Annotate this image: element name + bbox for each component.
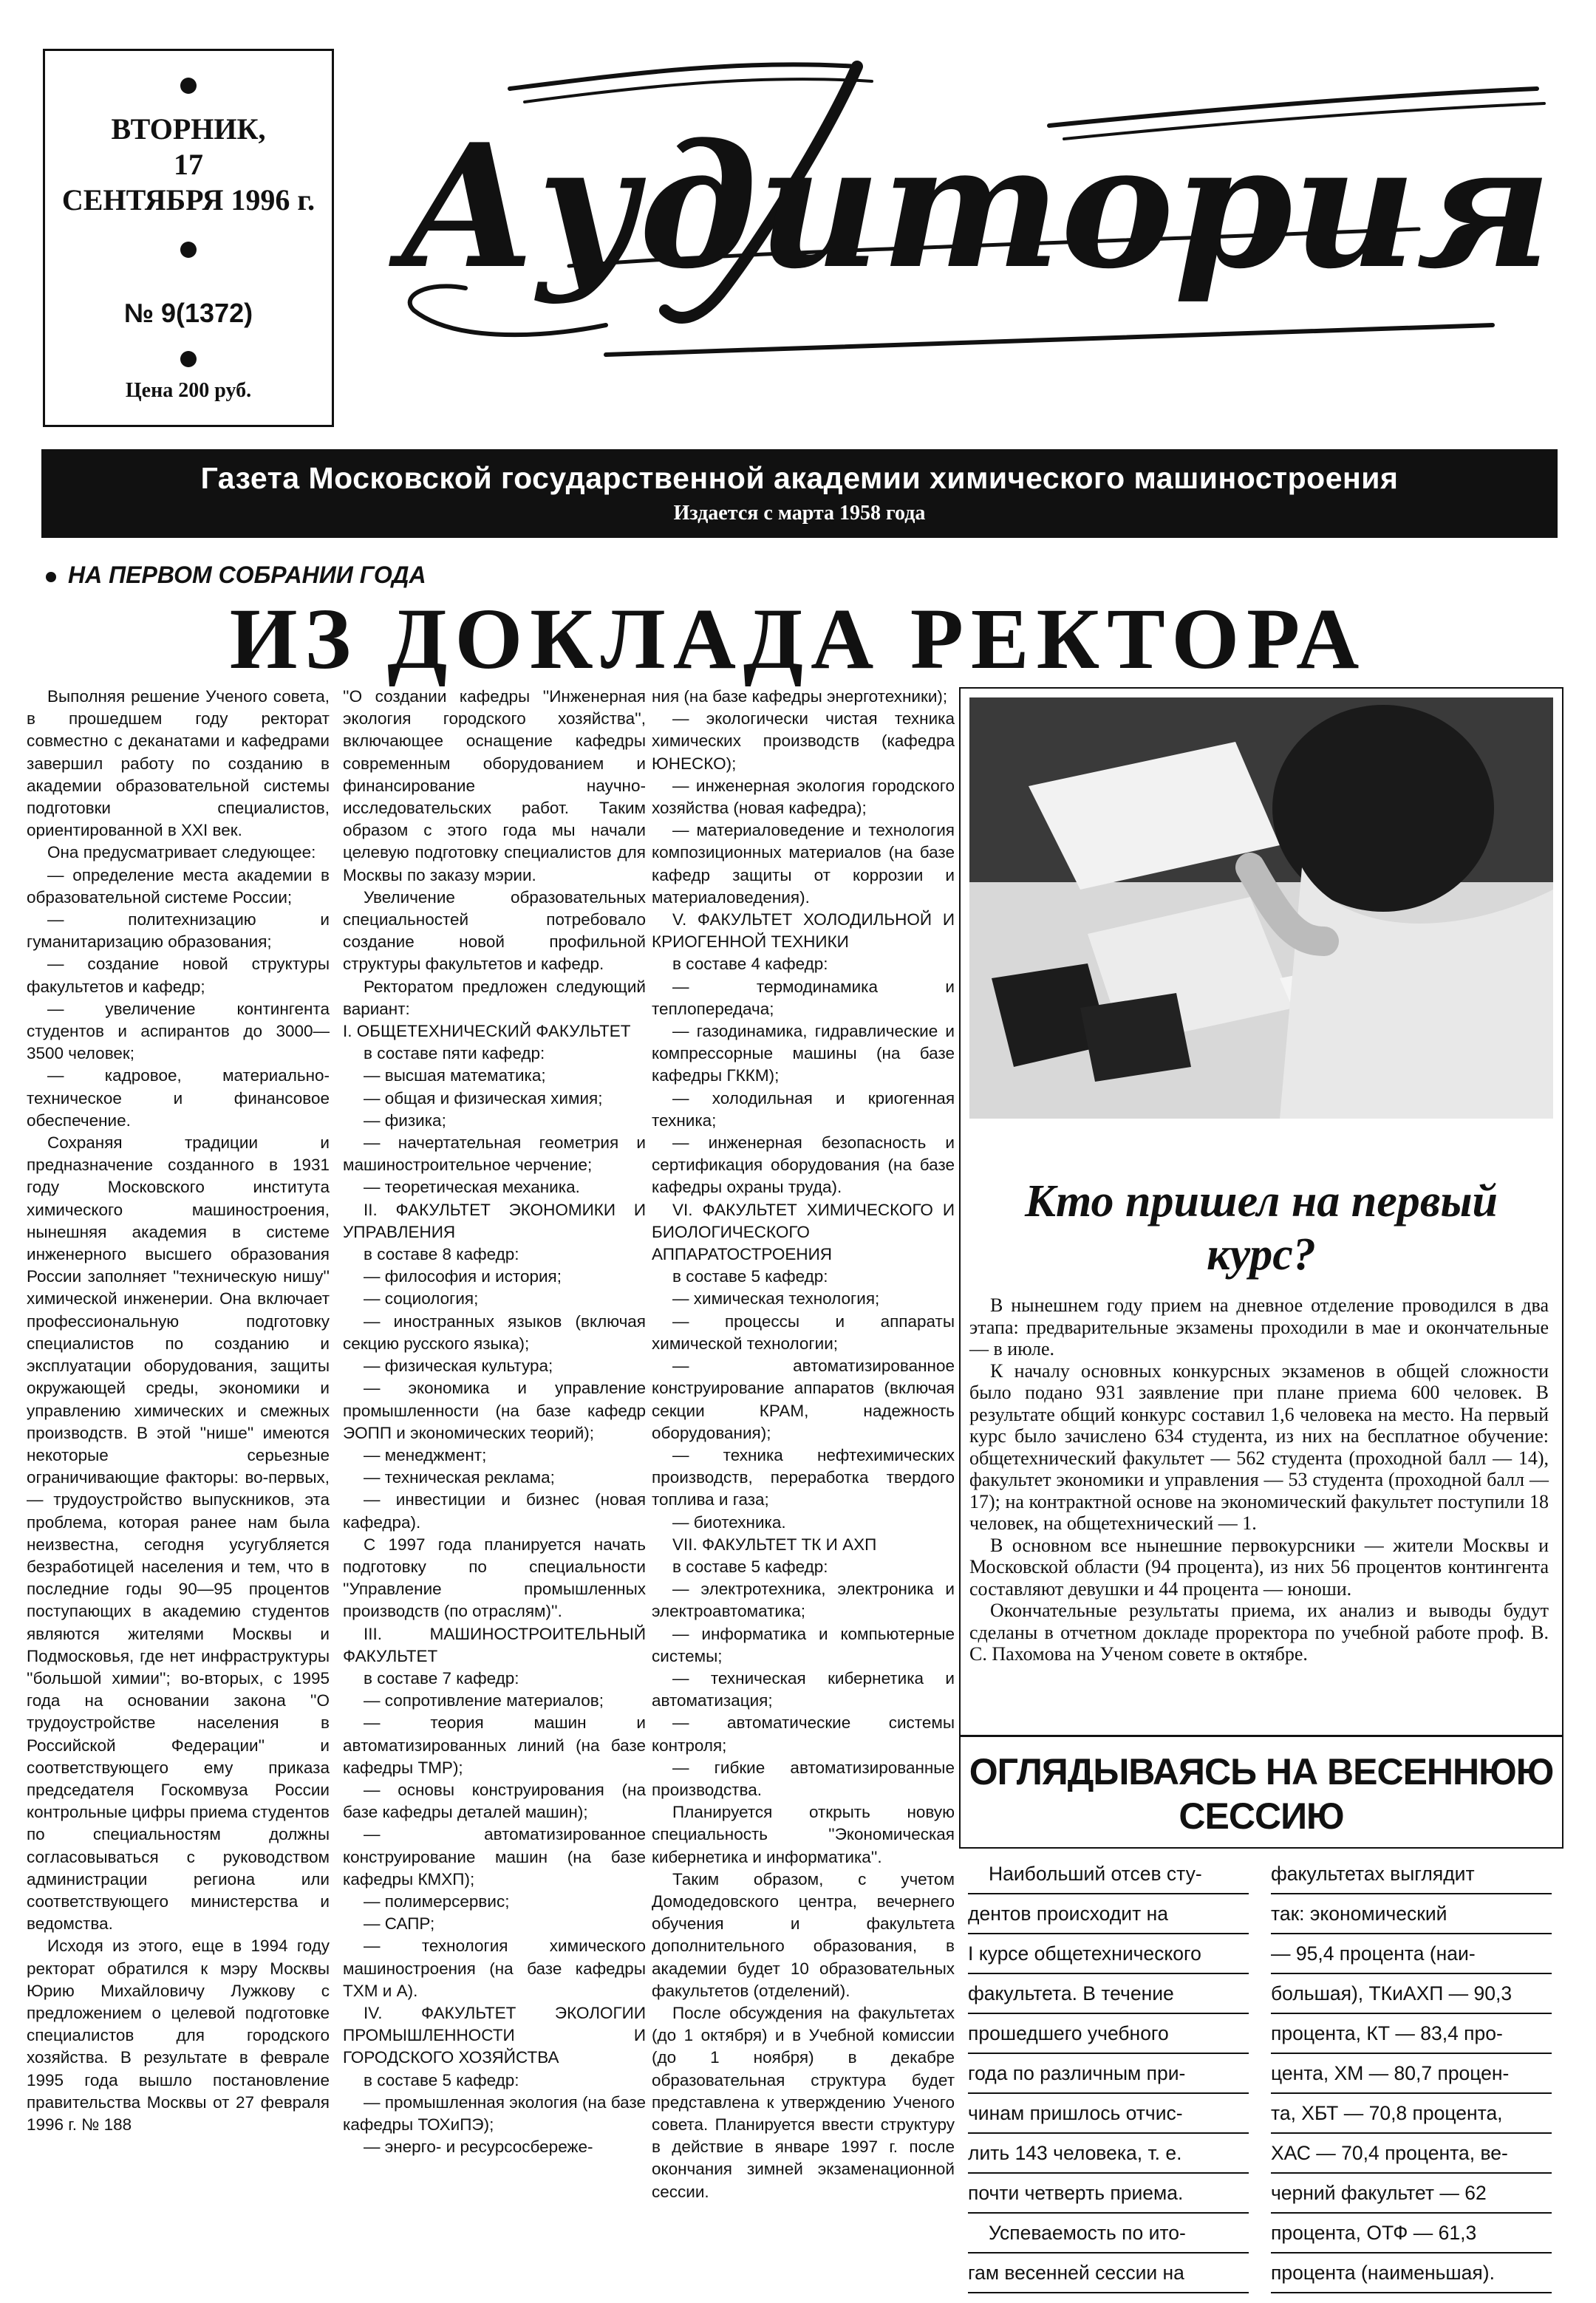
paragraph: К началу основных конкурсных экзаменов в общей сложности было подано 931 заявление при плане приема 600 человек. В результате общий конкурс составил 1,6 человека на место. На первый курс было зачислено 634 студента, из них на бесплатное обучение: общетехнический факультет — 562 студента (проходной балл — 14), факультет экономики и управления — 53 студента (проходной балл — 17); на контрактной основе на экономический факультет поступили 18 человек, на общетехнический — 1. [969, 1359, 1549, 1534]
list-item: — биотехника. [672, 1512, 786, 1532]
list-item: — автоматизированное конструирование аппаратов (включая секции КРАМ, надежность оборудования); [652, 1357, 955, 1442]
list-item: — автоматизированное конструирование машин (на базе кафедры КМХП); [343, 1825, 646, 1889]
faculty-heading: IV. ФАКУЛЬТЕТ ЭКОЛОГИИ ПРОМЫШЛЕННОСТИ И ГОРОДСКОГО ХОЗЯЙСТВА [343, 2003, 646, 2067]
paragraph: Она предусматривает следующее: [47, 843, 316, 862]
list-item: — энерго- и ресурсосбереже- [364, 2137, 593, 2157]
list-item: — инженерная безопасность и сертификация оборудования (на базе кафедры охраны труда). [652, 1133, 955, 1197]
list-caption: в составе 5 кафедр: [672, 1267, 828, 1286]
paragraph: В основном все нынешние первокурсники — жители Москвы и Московской области (94 процента), из них 56 процентов контингента составляют девушки и 44 процента — юноши. [969, 1534, 1549, 1600]
list-caption: в составе пяти кафедр: [364, 1044, 545, 1063]
list-item: — философия и история; [364, 1267, 562, 1286]
article-column-3 [652, 686, 955, 2203]
faculty-heading: III. МАШИНОСТРОИТЕЛЬНЫЙ ФАКУЛЬТЕТ [343, 1624, 646, 1665]
list-item: — экономика и управление промышленности (на базе кафедр ЭОПП и экономических теорий); [343, 1379, 646, 1442]
list-item: — химическая технология; [672, 1289, 880, 1309]
section-divider [959, 1735, 1563, 1737]
main-headline: ИЗ ДОКЛАДА РЕКТОРА [229, 590, 1367, 687]
text-line: дентов происходит на [968, 1894, 1249, 1934]
bullet-icon [46, 572, 56, 582]
list-item: — промышленная экология (на базе кафедры ТОХиПЭ); [343, 2092, 646, 2134]
list-item: — физическая культура; [364, 1357, 553, 1376]
list-item: — инвестиции и бизнес (новая кафедра). [343, 1490, 646, 1532]
list-item: — сопротивление материалов; [364, 1691, 604, 1710]
text-line: процента, КТ — 83,4 про- [1271, 2014, 1552, 2054]
ogl-title: ОГЛЯДЫВАЯСЬ НА ВЕСЕННЮЮ СЕССИЮ [969, 1751, 1554, 1837]
list-item: — инженерная экология городского хозяйства (новая кафедра); [652, 776, 955, 818]
list-item: — холодильная и криогенная техника; [652, 1088, 955, 1130]
newspaper-banner [41, 449, 1558, 538]
list-item: — определение места академии в образовательной системе России; [27, 865, 330, 907]
faculty-heading: II. ФАКУЛЬТЕТ ЭКОНОМИКИ И УПРАВЛЕНИЯ [343, 1200, 646, 1241]
list-item: — техника нефтехимических производств, переработка твердого топлива и газа; [652, 1445, 955, 1509]
banner-title: Газета Московской государственной академии химического машиностроения [200, 461, 1399, 495]
student-photo [969, 697, 1553, 1119]
masthead-date-box [43, 49, 334, 427]
issue-price: Цена 200 руб. [125, 379, 252, 402]
text-line: процента, ОТФ — 61,3 [1271, 2214, 1552, 2253]
list-item: — политехнизацию и гуманитаризацию образования; [27, 910, 330, 952]
text-line: черний факультет — 62 [1271, 2174, 1552, 2214]
kto-body [969, 1294, 1549, 1665]
list-caption: в составе 8 кафедр: [364, 1245, 519, 1264]
paragraph: Сохраняя традиции и предназначение созданного в 1931 году Московского института химического машиностроения, нынешняя академия в системе инженерного высшего образования России заполняет ''техническую нишу'' химической инженерии. Она включает профессиональную подготовку специалистов по созданию и эксплуатации оборудования, защиты окружающей среды, экономики и управлению химических и смежных производств. В этой ''нише'' имеются некоторые серьезные ограничивающие факторы: во-первых, — трудоустройство выпускников, эта проблема, которая ранее нам была неизвестна, сегодня усугубляется безработицей населения и тем, что в последние годы 90—95 процентов поступающих в академию студентов являются жителями Москвы и Подмосковья, где нет инфраструктуры ''большой химии''; во-вторых, с 1995 года на основании закона ''О трудоустройстве населения в Российской Федерации'' и соответствующего ему приказа председателя Госкомвуза России контрольные цифры приема студентов по специальностям должны согласовываться с руководством администрации региона или соответствующего министерства и ведомства. [27, 1133, 330, 1934]
list-item: — создание новой структуры факультетов и кафедр; [27, 955, 330, 996]
list-caption: в составе 5 кафедр: [364, 2070, 519, 2089]
masthead-date [45, 112, 332, 218]
text-line: ХАС — 70,4 процента, ве- [1271, 2134, 1552, 2174]
text-line: чинам пришлось отчис- [968, 2094, 1249, 2134]
list-item: ния (на базе кафедры энерготехники); [652, 687, 948, 706]
text-line: Успеваемость по ито- [968, 2214, 1249, 2253]
list-item: — процессы и аппараты химической технологии; [652, 1311, 955, 1353]
list-item: — основы конструирования (на базе кафедры деталей машин); [343, 1780, 646, 1822]
list-item: — техническая реклама; [364, 1468, 555, 1487]
paragraph: После обсуждения на факультетах (до 1 октября) и в Учебной комиссии (до 1 ноября) в декабре образовательная структура будет представлена к утверждению Ученого совета. Планируется ввести структуру в действие в январе 1997 г. после окончания зимней экзаменационной сессии. [652, 2003, 955, 2201]
list-item: — экологически чистая техника химических производств (кафедра ЮНЕСКО); [652, 709, 955, 773]
faculty-heading: V. ФАКУЛЬТЕТ ХОЛОДИЛЬНОЙ И КРИОГЕННОЙ ТЕХНИКИ [652, 910, 955, 952]
list-item: — гибкие автоматизированные производства. [652, 1758, 955, 1799]
text-line: — 95,4 процента (наи- [1271, 1934, 1552, 1974]
kto-title: Кто пришел на первый курс? [1025, 1176, 1498, 1280]
bullet-icon [180, 351, 197, 367]
ogl-column-right [1271, 1855, 1552, 2293]
text-line: факультета. В течение [968, 1974, 1249, 2014]
article-column-2 [343, 686, 646, 2158]
text-line: процента (наименьшая). [1271, 2253, 1552, 2293]
paragraph: В нынешнем году прием на дневное отделение проводился в два этапа: предварительные экзамены проходили в мае и окончательные — в июле. [969, 1294, 1549, 1359]
kicker-text: НА ПЕРВОМ СОБРАНИИ ГОДА [68, 562, 426, 588]
list-item: — САПР; [364, 1914, 435, 1934]
faculty-heading: VII. ФАКУЛЬТЕТ ТК И АХП [672, 1535, 877, 1554]
paragraph: ''О создании кафедры ''Инженерная экология городского хозяйства'', включающее оснащение кафедры современным оборудованием и финансирование научно-исследовательских работ. Таким образом с этого года мы начали целевую подготовку специалистов для Москвы по заказу мэрии. [343, 687, 646, 884]
text-line: так: экономический [1271, 1894, 1552, 1934]
paragraph: Исходя из этого, еще в 1994 году ректорат обратился к мэру Москвы Юрию Михайловичу Лужкову с предложением о целевой подготовке специалистов для городского хозяйства. В результате в феврале 1995 года вышло постановление правительства Москвы от 27 февраля 1996 г. № 188 [27, 1937, 330, 2134]
list-item: — кадровое, материально-техническое и финансовое обеспечение. [27, 1066, 330, 1130]
text-line: цента, ХМ — 80,7 процен- [1271, 2054, 1552, 2094]
list-item: — газодинамика, гидравлические и компрессорные машины (на базе кафедры ГККМ); [652, 1022, 955, 1085]
masthead-day: ВТОРНИК, [111, 112, 266, 146]
paragraph: Ректоратом предложен следующий вариант: [343, 977, 646, 1018]
paragraph: Увеличение образовательных специальностей потребовало создание новой профильной структуры факультетов и кафедр. [343, 887, 646, 974]
text-line: года по различным при- [968, 2054, 1249, 2094]
newspaper-logo [384, 44, 1559, 369]
bullet-icon [180, 78, 197, 94]
masthead-date-num: 17 [174, 148, 203, 181]
faculty-heading: I. ОБЩЕТЕХНИЧЕСКИЙ ФАКУЛЬТЕТ [343, 1022, 631, 1041]
list-item: — материаловедение и технология композиционных материалов (на базе кафедр защиты от коррозии и материаловедения). [652, 821, 955, 907]
article-column-1 [27, 686, 330, 2136]
banner-subtitle: Издается с марта 1958 года [673, 502, 926, 525]
list-item: — теория машин и автоматизированных линий (на базе кафедры ТМР); [343, 1713, 646, 1777]
text-line: лить 143 человека, т. е. [968, 2134, 1249, 2174]
text-line: большая), ТКиАХП — 90,3 [1271, 1974, 1552, 2014]
list-item: — информатика и компьютерные системы; [652, 1624, 955, 1665]
list-item: — физика; [364, 1110, 446, 1130]
list-item: — теоретическая механика. [364, 1178, 580, 1197]
text-line: почти четверть приема. [968, 2174, 1249, 2214]
paragraph: Планируется открыть новую специальность ''Экономическая кибернетика и информатика''. [652, 1803, 955, 1866]
text-line: гам весенней сессии на [968, 2253, 1249, 2293]
paragraph: Таким образом, с учетом Домодедовского центра, вечернего обучения и факультета дополнительного образования, в академии будет 10 образовательных факультетов (отделений). [652, 1869, 955, 2000]
list-item: — автоматические системы контроля; [652, 1713, 955, 1755]
issue-number: № 9(1372) [123, 298, 253, 328]
text-line: прошедшего учебного [968, 2014, 1249, 2054]
bullet-icon [180, 242, 197, 258]
list-item: — полимерсервис; [364, 1891, 510, 1911]
list-caption: в составе 7 кафедр: [364, 1668, 519, 1688]
logo-text: Аудитория [399, 107, 1552, 307]
faculty-heading: VI. ФАКУЛЬТЕТ ХИМИЧЕСКОГО И БИОЛОГИЧЕСКОГО АППАРАТОСТРОЕНИЯ [652, 1200, 955, 1264]
text-line: I курсе общетехнического [968, 1934, 1249, 1974]
list-item: — иностранных языков (включая секцию русского языка); [343, 1311, 646, 1353]
text-line: Наибольший отсев сту- [968, 1855, 1249, 1894]
masthead-month-year: СЕНТЯБРЯ 1996 г. [61, 183, 316, 216]
list-item: — электротехника, электроника и электроавтоматика; [652, 1580, 955, 1621]
list-caption: в составе 4 кафедр: [672, 955, 828, 974]
list-item: — социология; [364, 1289, 479, 1309]
paragraph: Окончательные результаты приема, их анализ и выводы будут сделаны в отчетном докладе проректора по учебной работе проф. В. С. Пахомова на Ученом совете в октябре. [969, 1600, 1549, 1665]
text-line: та, ХБТ — 70,8 процента, [1271, 2094, 1552, 2134]
list-item: — термодинамика и теплопередача; [652, 977, 955, 1018]
list-item: — техническая кибернетика и автоматизация; [652, 1668, 955, 1710]
paragraph: Выполняя решение Ученого совета, в прошедшем году ректорат совместно с деканатами и кафедрами завершил работу по созданию в академии образовательной системы подготовки специалистов, ориентированной в XXI век. [27, 687, 330, 840]
ogl-column-left [968, 1855, 1249, 2293]
list-item: — начертательная геометрия и машиностроительное черчение; [343, 1133, 646, 1175]
list-item: — общая и физическая химия; [364, 1088, 603, 1108]
list-item: — технология химического машиностроения (на базе кафедры ТХМ и А). [343, 1937, 646, 2000]
list-item: — увеличение контингента студентов и аспирантов до 3000—3500 человек; [27, 999, 330, 1063]
list-item: — менеджмент; [364, 1445, 487, 1464]
paragraph: С 1997 года планируется начать подготовку по специальности ''Управление промышленных производств (по отраслям)''. [343, 1535, 646, 1621]
list-item: — высшая математика; [364, 1066, 546, 1085]
list-caption: в составе 5 кафедр: [672, 1557, 828, 1576]
text-line: факультетах выглядит [1271, 1855, 1552, 1894]
